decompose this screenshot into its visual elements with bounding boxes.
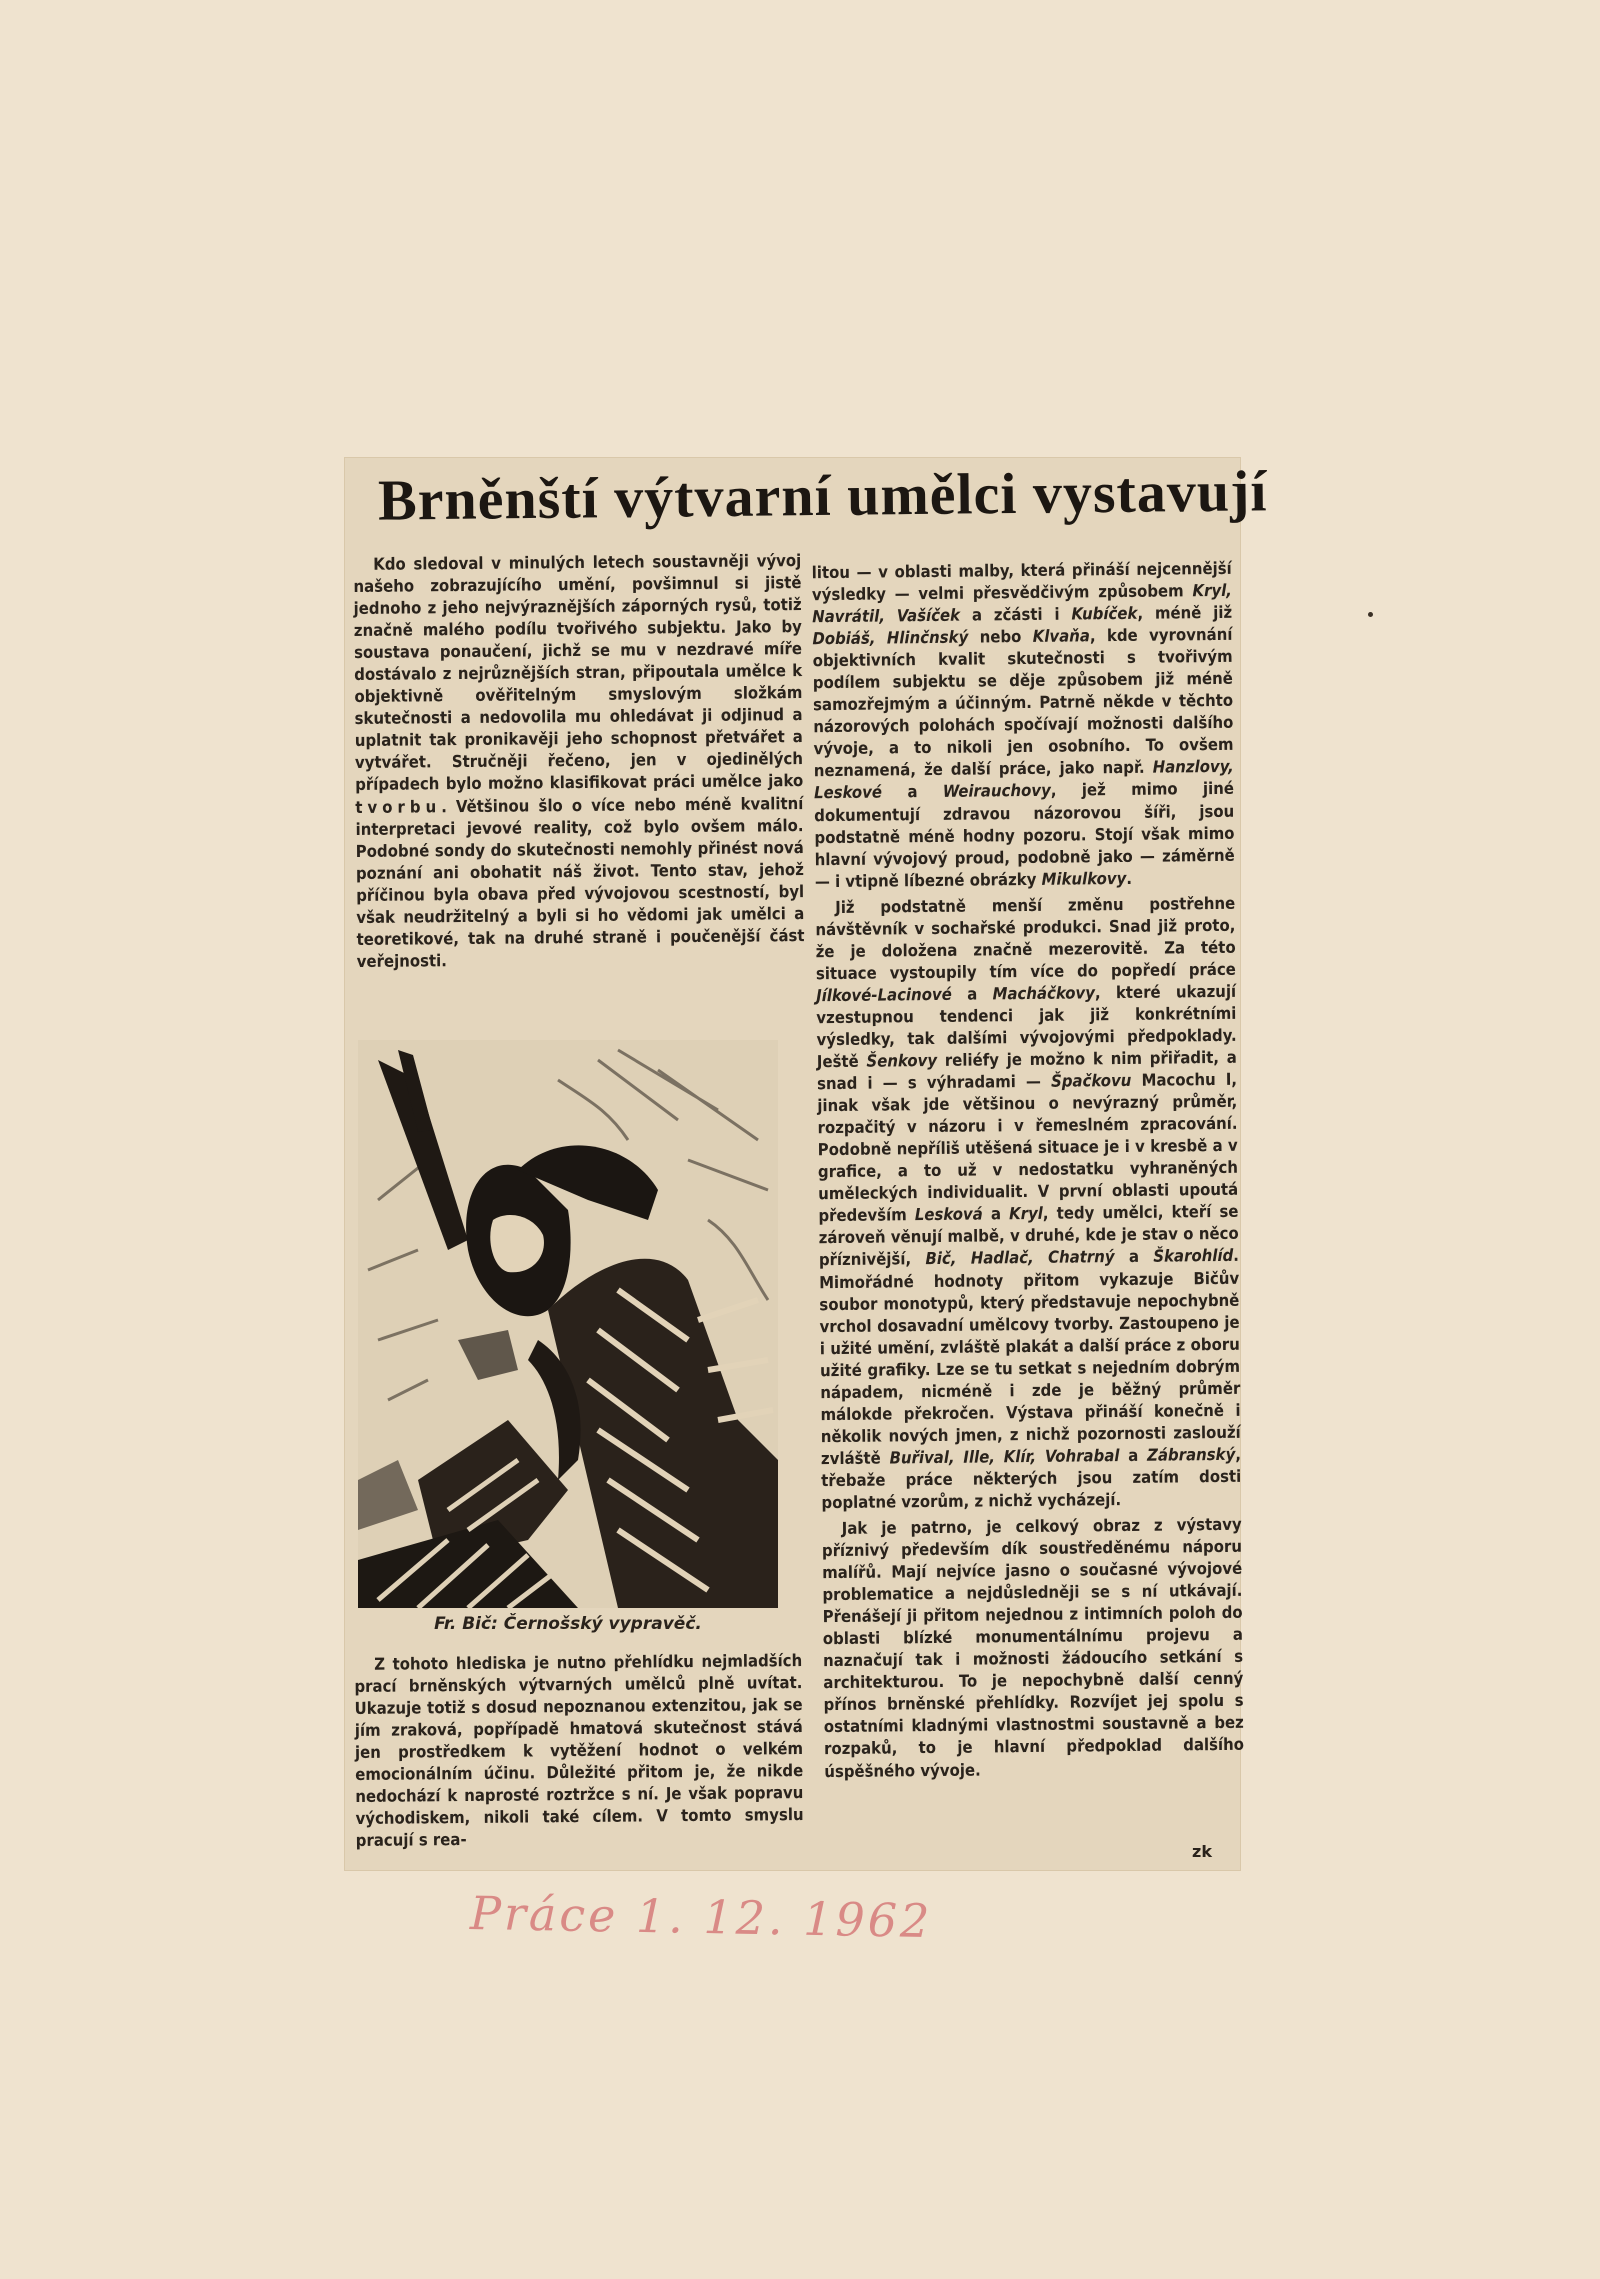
left-column-bottom (354, 1650, 804, 1856)
paragraph-conclusion: Jak je patrno, je celkový obraz z výstavy příznivý především dík soustředěnému náporu malířů. Mají nejvíce jasno o současné vývojové problematice a nejdůsledněji se s ní utkávají. Přenášejí ji přitom nejednou z intimních poloh do oblasti blízké monumentálnímu projevu a naznačují tak i možnosti žádoucího setkání s architekturou. To je nepochybně další cenný přínos brněnské přehlídky. Rozvíjet jej spolu s ostatními kladnými vlastnostmi soustavně a bez rozpaků, to je hlavní předpoklad dalšího úspěšného vývoje. (821, 1514, 1245, 1781)
right-column (812, 558, 1245, 1787)
left-column-top (353, 550, 805, 977)
article-photo (358, 1040, 778, 1608)
article-headline: Brněnští výtvarní umělci vystavují (377, 458, 1268, 533)
paper-speck (1368, 612, 1373, 617)
paragraph-sculpture: Již podstatně menší změnu postřehne návštěvník v sochařské produkci. Snad již proto, že je doložena značně mezerovitě. Za této situace vystoupily tím více do popředí práce Jílkové-Lacinové a Macháčkovy, které ukazují vzestupnou tendenci jak již konkrétními výsledky, tak dalšími vývojovými předpoklady. Ještě Šenkovy reliéfy je možno k nim přiřadit, a snad i — s výhradami — Špačkovu Macochu I, jinak však jde většinou o nevýrazný průměr, rozpačitý v názoru i v řemeslném zpracování. Podobně nepříliš utěšená situace je i v kresbě a v grafice, a to už v nedostatku vyhraněných uměleckých individualit. V první oblasti upoutá především Lesková a Kryl, tedy umělci, kteří se zároveň věnují malbě, v druhé, kde je stav o něco příznivější, Bič, Hadlač, Chatrný a Škarohlíd. Mimořádné hodnoty přitom vykazuje Bičův soubor monotypů, který představuje nepochybně vrchol dosavadní umělcovy tvorby. Zastoupeno je i užité umění, zvláště plakát a další práce z oboru užité grafiky. Lze se tu setkat s nejedním dobrým nápadem, nicméně i zde je běžný průměr málokde překročen. Výstava přináší konečně i několik nových jmen, z nichž pozornosti zaslouží zvláště Buřival, Ille, Klír, Vohrabal a Zábranský, třebaže práce některých jsou zatím dosti poplatné vzorům, z nichž vycházejí. (815, 893, 1242, 1513)
paragraph-painting: litou — v oblasti malby, která přináší nejcennější výsledky — velmi přesvědčivým způsobem Kryl, Navrátil, Vašíček a zčásti i Kubíček, méně již Dobiáš, Hlinčnský nebo Klvaňa, kde vyrovnání objektivních kvalit skutečnosti s tvořivým podílem subjektu se děje způsobem již méně samozřejmým a účinným. Patrně někde v těchto názorových polohách spočívají možnosti dalšího vývoje, a to nikoli jen osobního. To ovšem neznamená, že další práce, jako např. Hanzlovy, Leskové a Weirauchovy, jež mimo jiné dokumentují zdravou názorovou šíři, jsou podstatně méně hodny pozoru. Stojí však mimo hlavní vývojový proud, podobně jako — záměrně — i vtipně líbezné obrázky Mikulkovy. (811, 558, 1235, 891)
storyteller-woodcut-image (358, 1040, 778, 1608)
paragraph-intro: Kdo sledoval v minulých letech soustavněji vývoj našeho zobrazujícího umění, povšimnul si jistě jednoho z jeho nejvýraznějších záporných rysů, totiž značně malého podílu tvořivého subjektu. Jako by soustava ponaučení, jichž se mu v nezdravé míře dostávalo z nejrůznějších stran, připoutala umělce k objektivně ověřitelným smyslovým složkám skutečnosti a nedovolila mu ohledávat ji odjinud a uplatnit tak pronikavěji jeho schopnost přetvářet a vytvářet. Stručněji řečeno, jen v ojedinělých případech bylo možno klasifikovat práci umělce jako tvorbu. Většinou šlo o více nebo méně kvalitní interpretaci jevové reality, což bylo ovšem málo. Podobné sondy do skutečnosti nemohly přinést nová poznání ani obohatit náš život. Tento stav, jehož příčinou byla obava před vývojovou scestností, byl však neudržitelný a byli si ho vědomi jak umělci a teoretikové, tak na druhé straně i poučenější část veřejnosti. (353, 551, 805, 971)
photo-caption: Fr. Bič: Černošský vypravěč. (434, 1614, 702, 1634)
emphasized-word: tvorbu (355, 796, 442, 817)
paragraph-exhibition: Z tohoto hlediska je nutno přehlídku nejmladších prací brněnských výtvarných umělců plně uvítat. Ukazuje totiž s dosud nepoznanou extenzitou, jak se jím zraková, popřípadě hmatová skutečnost stává jen prostředkem k vytěžení hodnot o velkém emocionálním účinu. Důležité přitom je, že nikde nedochází k naprosté roztržce s ní. Je však popravu východiskem, nikoli také cílem. V tomto smyslu pracují s rea- (354, 1651, 804, 1851)
handwritten-source-note: Práce 1. 12. 1962 (469, 1885, 933, 1949)
author-signature: zk (1192, 1842, 1212, 1861)
